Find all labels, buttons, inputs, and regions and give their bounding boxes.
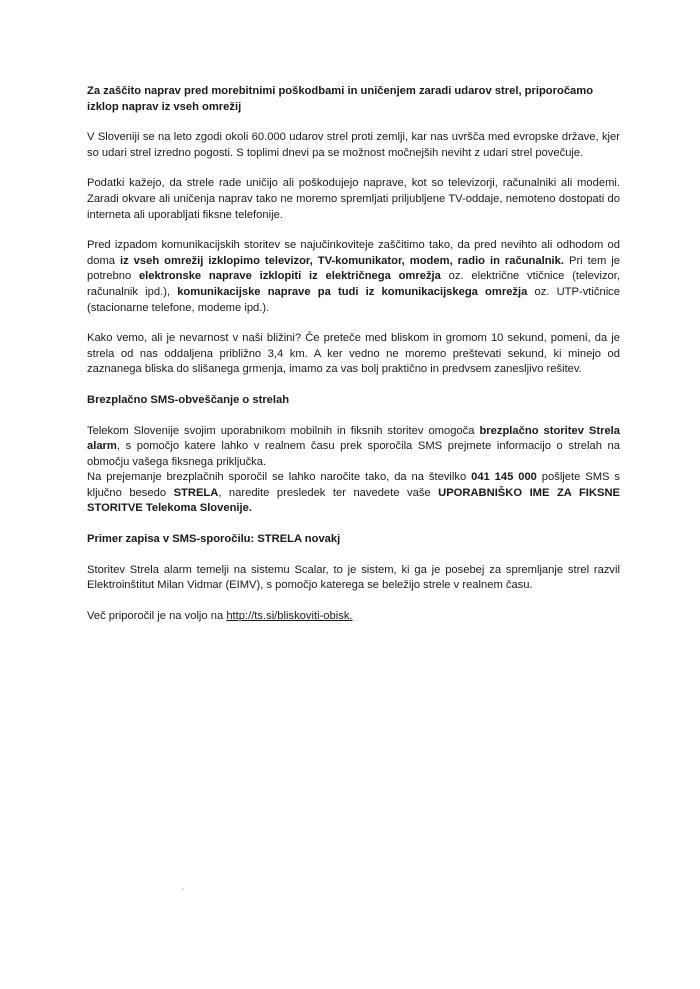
paragraph-scalar-system: Storitev Strela alarm temelji na sistemu Scalar, to je sistem, ki ga je posebej za spremljanje strel razvil Elektroinštitut Milan Vidmar (EIMV), s pomočjo katerega se beležijo strele v realnem času.: [87, 563, 620, 592]
subscribe-text-2: pošljete SMS s ključno besedo: [87, 471, 620, 499]
paragraph-subscribe: [87, 470, 620, 517]
paragraph-lightning-statistics: V Sloveniji se na leto zgodi okoli 60.000 udarov strel proti zemlji, kar nas uvršča med evropske države, kjer so udari strel izredno pogosti. S toplimi dnevi pa se možnost močnejših neviht z udari strel povečuje.: [87, 131, 620, 159]
subscribe-username-note: UPORABNIŠKO IME ZA FIKSNE STORITVE Telekoma Slovenije.: [87, 486, 620, 515]
subscribe-phone-number: 041 145 000: [471, 471, 537, 484]
more-info-text: Več priporočil je na voljo na: [87, 609, 227, 622]
strela-bold-1: brezplačno storitev Strela alarm: [87, 424, 621, 453]
strela-text-1: Telekom Slovenije svojim uporabnikom mobilnih in fiksnih storitev omogoča: [87, 424, 480, 437]
paragraph-lightning-distance: Kako vemo, ali je nevarnost v naši bližini? Če preteče med bliskom in gromom 10 sekund, pomeni, da je strela od nas oddaljena približno 3,4 km. A ker vedno ne moremo preštevati sekund, ki minejo od zaznanega bliska do slišanega grmenja, imamo za vas bolj praktično in predvsem zanesljivo rešitev.: [87, 332, 620, 376]
protection-text-2: Pri tem je potrebno: [87, 254, 620, 283]
subscribe-text-1: Na prejemanje brezplačnih sporočil se lahko naročite tako, da na številko: [87, 471, 472, 484]
protection-text-4: oz. UTP-vtičnice (stacionarne telefone, modeme ipd.).: [87, 285, 620, 314]
document-title: Za zaščito naprav pred morebitnimi poškodbami in uničenjem zaradi udarov strel, priporočamo izklop naprav iz vseh omrežij: [87, 85, 594, 113]
paragraph-protection-advice: [87, 238, 620, 316]
protection-text-1: Pred izpadom komunikacijskih storitev se najučinkoviteje zaščitimo tako, da pred nevihto ali odhodom od doma: [87, 239, 620, 267]
protection-bold-3: komunikacijske naprave pa tudi iz komunikacijskega omrežja: [177, 285, 528, 298]
subscribe-keyword: STRELA: [173, 486, 219, 499]
heading-sms-alerts: Brezplačno SMS-obveščanje o strelah: [87, 393, 290, 406]
strela-text-2: , s pomočjo katere lahko v realnem času prek sporočila SMS prejmete informacijo o strelah na območju vašega fiksnega priključka.: [87, 440, 620, 468]
protection-text-3: oz. električne vtičnice (televizor, računalnik ipd.),: [87, 270, 620, 298]
paragraph-more-info: [87, 609, 620, 625]
protection-bold-1: iz vseh omrežij izklopimo televizor, TV-komunikator, modem, radio in računalnik.: [119, 254, 564, 267]
subscribe-text-3: , naredite presledek ter navedete vaše: [218, 486, 439, 499]
more-info-link[interactable]: http://ts.si/bliskoviti-obisk.: [226, 609, 353, 622]
scan-speck: [182, 888, 184, 890]
document-body: [87, 84, 620, 639]
paragraph-strela-alarm: [87, 424, 620, 471]
heading-sms-example: Primer zapisa v SMS-sporočilu: STRELA novakj: [87, 533, 341, 546]
protection-bold-2: elektronske naprave izklopiti iz električnega omrežja: [138, 270, 441, 283]
paragraph-device-damage: Podatki kažejo, da strele rade uničijo ali poškodujejo naprave, kot so televizorji, računalniki ali modemi. Zaradi okvare ali uničenja naprav tako ne moremo spremljati priljubljene TV-oddaje, nemoteno dostopati do interneta ali uporabljati fiksne telefonije.: [87, 177, 620, 221]
